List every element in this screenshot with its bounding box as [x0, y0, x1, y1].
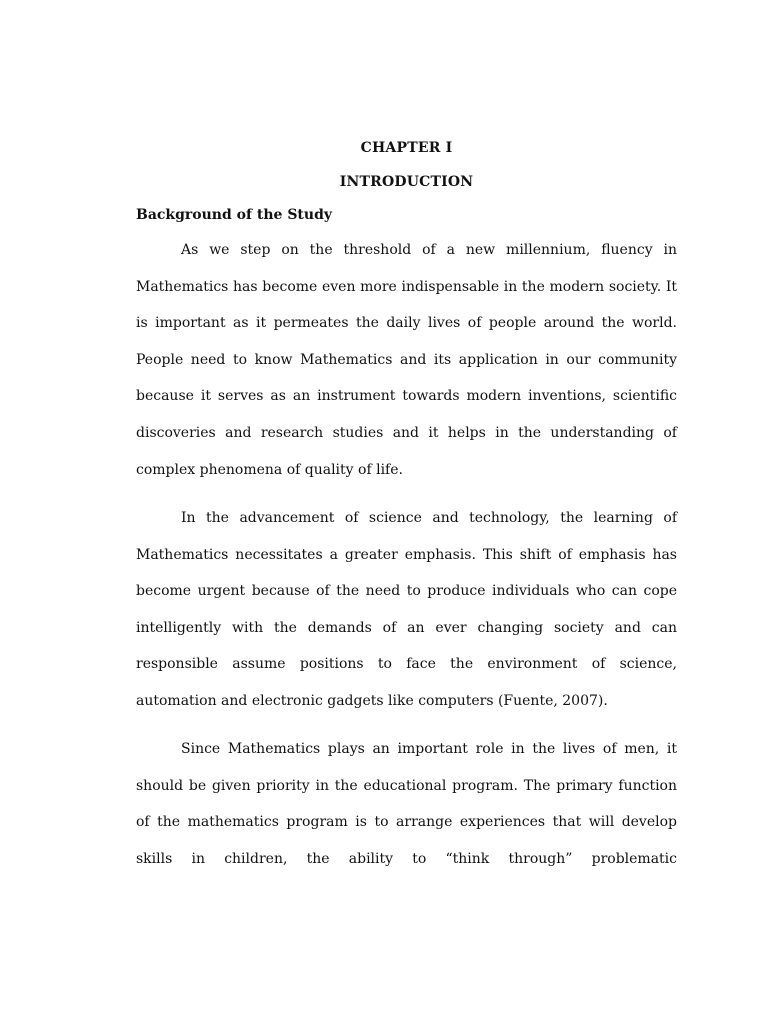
- section-heading: Background of the Study: [136, 207, 332, 223]
- document-page: [136, 0, 677, 1024]
- paragraph: In the advancement of science and technology, the learning of Mathematics necessitates a greater emphasis. This shift of emphasis has become urgent because of the need to produce individuals who can cope intelligently with the demands of an ever changing society and can responsible assume positions to face the environment of science, automation and electronic gadgets like computers (Fuente, 2007).: [136, 510, 677, 709]
- chapter-title: INTRODUCTION: [339, 174, 474, 190]
- paragraph: As we step on the threshold of a new millennium, fluency in Mathematics has become even more indispensable in the modern society. It is important as it permeates the daily lives of people around the world. People need to know Mathematics and its application in our community because it serves as an instrument towards modern inventions, scientific discoveries and research studies and it helps in the understanding of complex phenomena of quality of life.: [136, 242, 677, 478]
- paragraph: Since Mathematics plays an important role in the lives of men, it should be given priority in the educational program. The primary function of the mathematics program is to arrange experiences that will develop skills in children, the ability to “think through” problematic: [136, 741, 677, 867]
- chapter-number: CHAPTER I: [360, 140, 453, 156]
